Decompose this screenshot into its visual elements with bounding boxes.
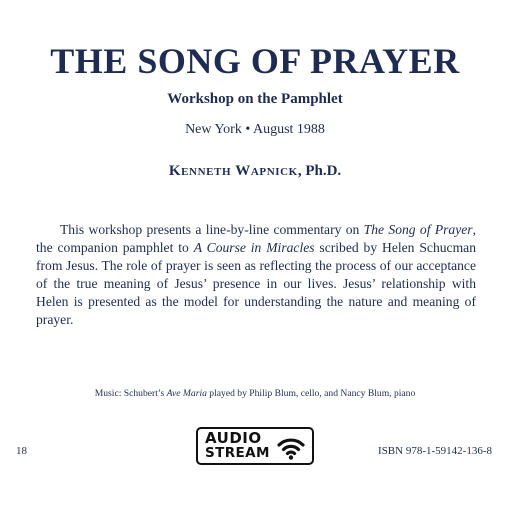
page-number: 18 bbox=[16, 445, 27, 457]
description-text-3: scribed by Helen Schucman from Jesus. The role of prayer is seen as reflecting the process of our acceptance of the true meaning of Jesus’ presence in our lives. Jesus’ relationship with Helen is presented as the model for understanding the nature and meaning of prayer. bbox=[36, 240, 476, 327]
description-text-2: , the companion pamphlet to bbox=[36, 222, 476, 255]
page-title: THE SONG OF PRAYER bbox=[50, 41, 460, 81]
music-prefix: Music: Schubert’s bbox=[94, 388, 167, 399]
stream-label: STREAM bbox=[205, 445, 270, 461]
audio-label: AUDIO bbox=[205, 429, 262, 447]
music-credit bbox=[0, 388, 510, 399]
description-text-1: This workshop presents a line-by-line commentary on bbox=[60, 222, 364, 237]
wifi-icon bbox=[276, 433, 306, 461]
description-title-course-in-miracles: A Course in Miracles bbox=[193, 240, 315, 255]
isbn: ISBN 978-1-59142-136-8 bbox=[378, 445, 492, 457]
dateline: New York • August 1988 bbox=[185, 122, 325, 137]
author-suffix: , Ph.D. bbox=[297, 163, 342, 179]
author-line bbox=[0, 163, 510, 180]
music-title: Ave Maria bbox=[166, 388, 207, 399]
description-title-song-of-prayer: The Song of Prayer bbox=[363, 222, 473, 237]
music-suffix: played by Philip Blum, cello, and Nancy Blum, piano bbox=[206, 388, 416, 399]
subtitle: Workshop on the Pamphlet bbox=[167, 91, 343, 107]
audio-stream-label bbox=[205, 431, 270, 461]
author-name: Kenneth Wapnick bbox=[168, 163, 298, 179]
audio-stream-badge[interactable] bbox=[196, 427, 314, 465]
description-paragraph bbox=[36, 221, 476, 329]
